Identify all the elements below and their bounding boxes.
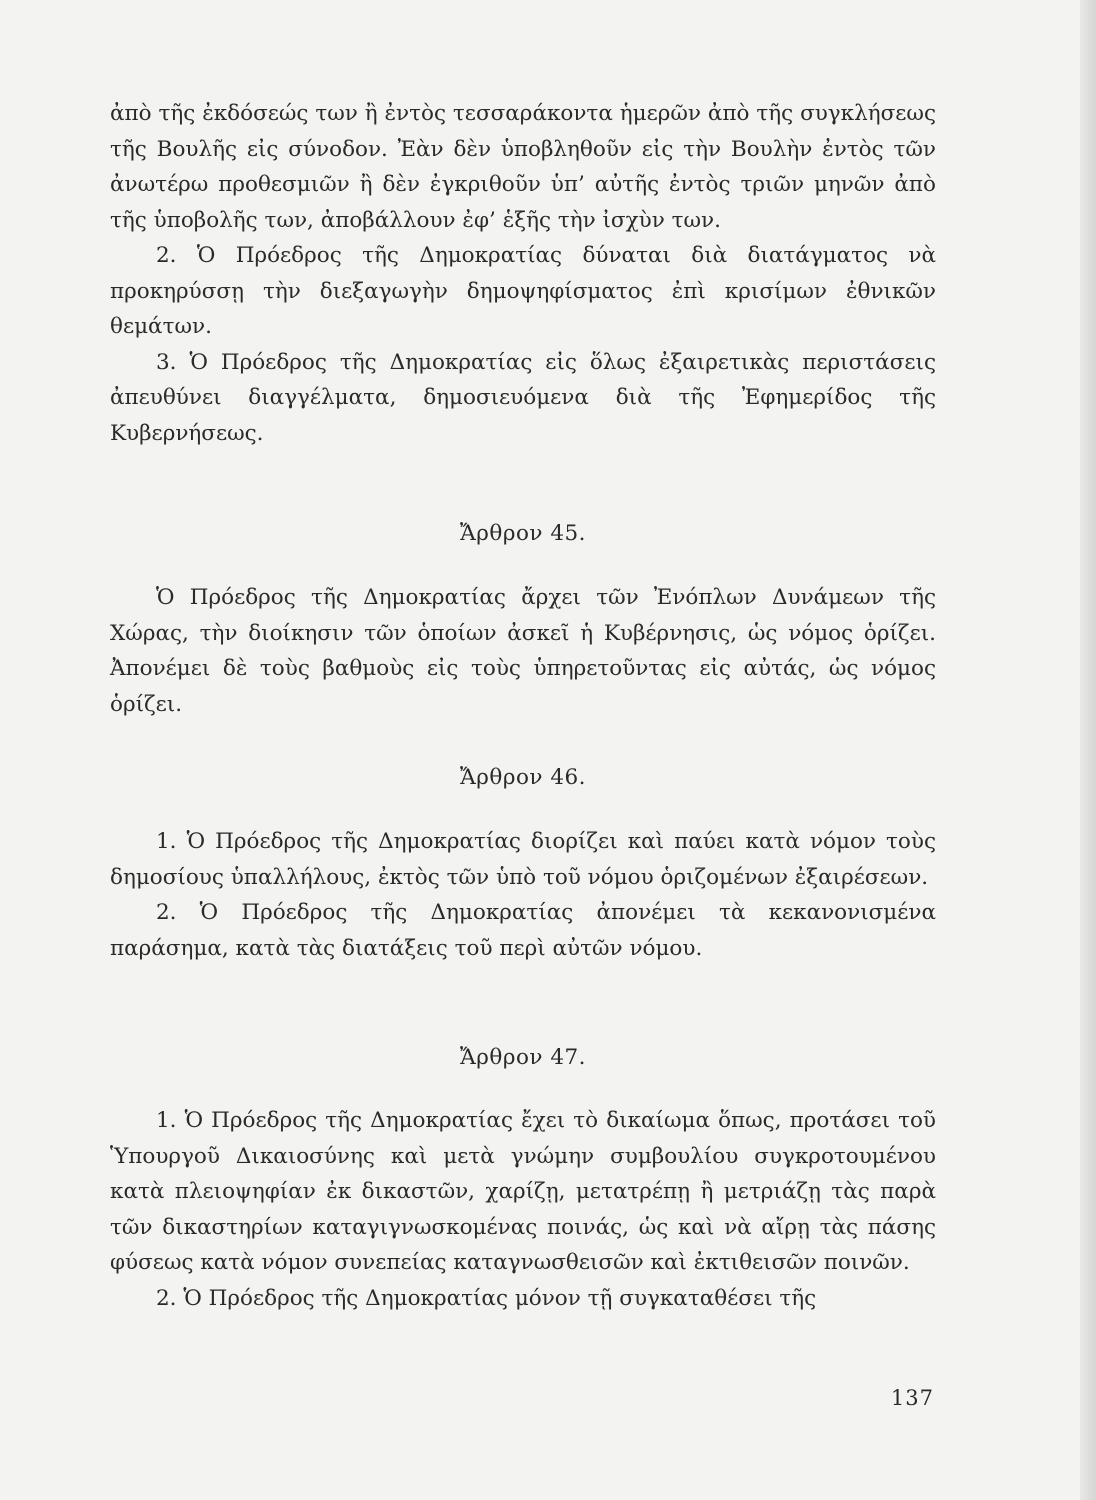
article-46-paragraph-1: 1. Ὁ Πρόεδρος τῆς Δημοκρατίας διορίζει καὶ παύει κατὰ νόμον τοὺς δημοσίους ὑπαλλήλους, ἐκτὸς τῶν ὑπὸ τοῦ νόμου ὁριζομένων ἐξαιρέσεων.	[110, 829, 936, 890]
article-47-section	[110, 1103, 936, 1316]
page-edge-shadow	[1080, 0, 1096, 1500]
paragraph-2: 2. Ὁ Πρόεδρος τῆς Δημοκρατίας δύναται διὰ διατάγματος νὰ προκηρύσσῃ τὴν διεξαγωγὴν δημοψηφίσματος ἐπὶ κρισίμων ἐθνικῶν θεμάτων.	[110, 243, 936, 339]
page-number: 137	[890, 1386, 934, 1410]
article-46-section	[110, 824, 936, 966]
article-47-paragraph-2: 2. Ὁ Πρόεδρος τῆς Δημοκρατίας μόνον τῇ συγκαταθέσει τῆς	[156, 1285, 817, 1311]
continuation-section	[110, 96, 936, 451]
continuation-paragraph: ἀπὸ τῆς ἐκδόσεώς των ἢ ἐντὸς τεσσαράκοντα ἡμερῶν ἀπὸ τῆς συγκλήσεως τῆς Βουλῆς εἰς σύνοδον. Ἐὰν δὲν ὑποβληθοῦν εἰς τὴν Βουλὴν ἐντὸς τῶν ἀνωτέρω προθεσμιῶν ἢ δὲν ἐγκριθοῦν ὑπ’ αὐτῆς ἐντὸς τριῶν μηνῶν ἀπὸ τῆς ὑποβολῆς των, ἀποβάλλουν ἐφ’ ἑξῆς τὴν ἰσχὺν των.	[110, 101, 936, 233]
article-45-section	[110, 580, 936, 722]
article-46-paragraph-2: 2. Ὁ Πρόεδρος τῆς Δημοκρατίας ἀπονέμει τὰ κεκανονισμένα παράσημα, κατὰ τὰς διατάξεις τοῦ περὶ αὐτῶν νόμου.	[110, 900, 936, 961]
article-47-heading: Ἄρθρον 47.	[459, 1045, 587, 1070]
article-45-body: Ὁ Πρόεδρος τῆς Δημοκρατίας ἄρχει τῶν Ἐνόπλων Δυνάμεων τῆς Χώρας, τὴν διοίκησιν τῶν ὁποίων ἀσκεῖ ἡ Κυβέρνησις, ὡς νόμος ὁρίζει. Ἀπονέμει δὲ τοὺς βαθμοὺς εἰς τοὺς ὑπηρετοῦντας εἰς αὐτάς, ὡς νόμος ὁρίζει.	[110, 585, 936, 717]
article-45-heading: Ἄρθρον 45.	[459, 521, 587, 546]
paragraph-3: 3. Ὁ Πρόεδρος τῆς Δημοκρατίας εἰς ὅλως ἐξαιρετικὰς περιστάσεις ἀπευθύνει διαγγέλματα, δημοσιευόμενα διὰ τῆς Ἐφημερίδος τῆς Κυβερνήσεως.	[110, 349, 936, 446]
article-46-heading: Ἄρθρον 46.	[459, 765, 587, 790]
article-47-paragraph-1: 1. Ὁ Πρόεδρος τῆς Δημοκρατίας ἔχει τὸ δικαίωμα ὅπως, προτάσει τοῦ Ὑπουργοῦ Δικαιοσύνης καὶ μετὰ γνώμην συμβουλίου συγκροτουμένου κατὰ πλειοψηφίαν ἐκ δικαστῶν, χαρίζῃ, μετατρέπῃ ἢ μετριάζῃ τὰς παρὰ τῶν δικαστηρίων καταγιγνωσκομένας ποινάς, ὡς καὶ νὰ αἴρῃ τὰς πάσης φύσεως κατὰ νόμον συνεπείας καταγνωσθεισῶν καὶ ἐκτιθεισῶν ποινῶν.	[110, 1108, 936, 1275]
